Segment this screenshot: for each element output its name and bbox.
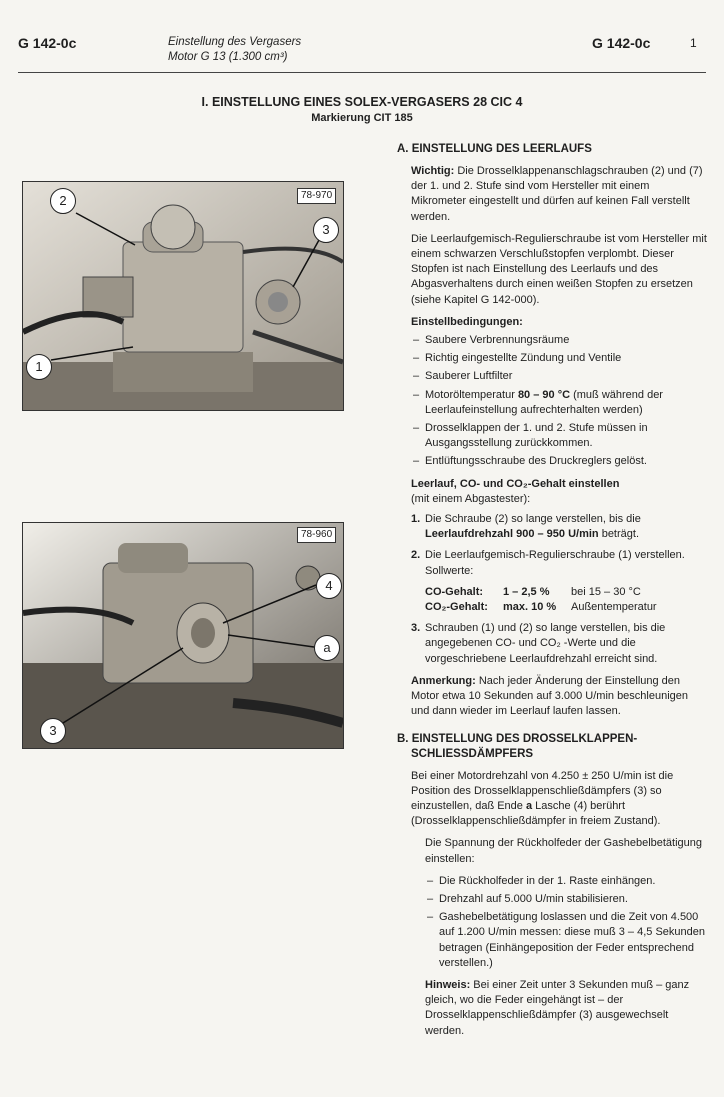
- list-item: – Richtig eingestellte Zündung und Ventile: [411, 351, 707, 366]
- list-item: – Sauberer Luftfilter: [411, 369, 707, 384]
- co2-value: max. 10 %: [503, 601, 557, 614]
- list-item: – Die Rückholfeder in der 1. Raste einhängen.: [425, 874, 707, 889]
- spring-intro: Die Spannung der Rückholfeder der Gashebelbetätigung einstellen:: [425, 837, 703, 865]
- section-a-heading: A. EINSTELLUNG DES LEERLAUFS: [397, 143, 592, 155]
- co-heading: Leerlauf, CO- und CO₂-Gehalt einstellen: [411, 477, 620, 490]
- hinweis-label: Hinweis:: [425, 978, 471, 991]
- figure-label: 78-960: [297, 527, 336, 543]
- header-rule: [18, 72, 706, 73]
- wichtig-label: Wichtig:: [411, 165, 455, 177]
- para1-bold: a: [525, 799, 533, 812]
- co2-label: CO₂-Gehalt:: [425, 601, 488, 614]
- header-subtitle-line1: Einstellung des Vergasers: [168, 36, 302, 48]
- spring-steps: [425, 874, 707, 971]
- step-number: 3.: [411, 622, 421, 635]
- figure-carburetor-top: [22, 181, 344, 411]
- list-item: – Entlüftungsschraube des Druckreglers gelöst.: [411, 454, 707, 469]
- spring-block: [411, 836, 707, 1038]
- co-value: 1 – 2,5 %: [503, 585, 550, 598]
- section-b-body: [397, 769, 707, 1039]
- section-b-heading: [397, 732, 707, 762]
- para1-pre: Bei einer Motordrehzahl von 4.250 ± 250 U/min ist die Position des Drosselklappenschließdämpfers (3) so einzustellen, daß Ende: [411, 769, 674, 812]
- step-1: [411, 512, 707, 542]
- stopper-paragraph: Die Leerlaufgemisch-Regulierschraube ist vom Hersteller mit einem schwarzen Verschlußstopfen verplombt. Dieser Stopfen ist nach Einstellung des Leerlaufs und des Abgasverhaltens durch einen weißen Stopfen zu ersetzen (siehe Kapitel G 142-000).: [411, 232, 707, 306]
- conditions-heading: Einstellbedingungen:: [411, 315, 523, 328]
- callout-3: 3: [40, 718, 66, 744]
- header-code-right: G 142-0c: [592, 35, 651, 51]
- callout-3: 3: [313, 217, 339, 243]
- co-note: (mit einem Abgastester):: [411, 492, 531, 505]
- page-number: 1: [690, 36, 697, 50]
- header-code-left: G 142-0c: [18, 35, 77, 51]
- setpoint-table: [425, 585, 707, 615]
- carburetor-photo-2: [23, 523, 343, 748]
- figure-label: 78-970: [297, 188, 336, 204]
- callout-1: 1: [26, 354, 52, 380]
- hinweis-paragraph: [425, 978, 707, 1039]
- anmerkung-label: Anmerkung:: [411, 674, 476, 687]
- conditions-list: [411, 333, 707, 470]
- section-b-para1: [411, 769, 707, 830]
- callout-4: 4: [316, 573, 342, 599]
- carburetor-photo-1: [23, 182, 343, 410]
- para1-post: Lasche (4) berührt (Drosselklappenschließdämpfer in freiem Zustand).: [411, 799, 661, 828]
- list-item: [411, 388, 707, 418]
- step-2: [411, 548, 707, 615]
- callout-2: 2: [50, 188, 76, 214]
- hinweis-text: Bei einer Zeit unter 3 Sekunden muß – ganz gleich, wo die Feder eingehängt ist – der Drosselklappenschließdämpfer (3) ausgewechselt werden.: [425, 978, 690, 1037]
- list-item: – Gashebelbetätigung loslassen und die Zeit von 4.500 auf 1.200 U/min messen: diese muß 3 – 4,5 Sekunden betragen (Einhängeposition der Feder entsprechend verstellen.): [425, 910, 707, 971]
- wichtig-paragraph: [411, 164, 707, 225]
- step-3-text: Schrauben (1) und (2) so lange verstellen, bis die angegebenen CO- und CO₂ -Werte und die vorgeschriebene Leerlaufdrehzahl erreicht sind.: [425, 622, 666, 665]
- header-subtitle: [168, 35, 301, 65]
- steps-list: [411, 512, 707, 667]
- section-a-body: [397, 164, 707, 720]
- list-item: – Saubere Verbrennungsräume: [411, 333, 707, 348]
- step-number: 1.: [411, 513, 421, 526]
- step-3: [411, 621, 707, 667]
- callout-a: a: [314, 635, 340, 661]
- section-b-heading-line1: B. EINSTELLUNG DES DROSSELKLAPPEN-: [397, 732, 638, 745]
- step-1-rpm: Leerlaufdrehzahl 900 – 950 U/min: [425, 528, 599, 541]
- oil-temp-value: 80 – 90 °C: [517, 388, 571, 401]
- co-label: CO-Gehalt:: [425, 585, 484, 598]
- list-item: – Drosselklappen der 1. und 2. Stufe müssen in Ausgangsstellung zurückkommen.: [411, 421, 707, 451]
- co2-condition: Außentemperatur: [571, 601, 657, 614]
- oil-temp-post: (muß während der Leerlaufeinstellung aufrechterhalten werden): [425, 388, 663, 416]
- list-item: – Drehzahl auf 5.000 U/min stabilisieren.: [425, 892, 707, 907]
- section-b-heading-line2: SCHLIESSDÄMPFERS: [411, 747, 534, 760]
- oil-temp-pre: Motoröltemperatur: [425, 388, 518, 401]
- step-1-text: Die Schraube (2) so lange verstellen, bis die: [425, 513, 641, 526]
- text-column: [397, 142, 707, 1046]
- header-subtitle-line2: Motor G 13 (1.300 cm³): [168, 51, 288, 63]
- co-heading-block: [411, 477, 707, 507]
- co-condition: bei 15 – 30 °C: [571, 585, 641, 598]
- anmerkung-paragraph: [411, 674, 707, 720]
- wichtig-text: Die Drosselklappenanschlagschrauben (2) und (7) der 1. und 2. Stufe sind vom Hersteller mit einem Mikrometer eingestellt und dürfen auf keinen Fall verstellt werden.: [411, 165, 703, 223]
- figure-carburetor-side: [22, 522, 344, 749]
- anmerkung-text: Nach jeder Änderung der Einstellung den Motor etwa 10 Sekunden auf 3.000 U/min beschleunigen und dann wieder im Leerlauf laufen lassen.: [411, 674, 689, 718]
- page-subtitle: Markierung CIT 185: [311, 112, 413, 124]
- page-title: I. EINSTELLUNG EINES SOLEX-VERGASERS 28 CIC 4: [201, 95, 523, 109]
- step-1-post: beträgt.: [598, 528, 639, 541]
- step-number: 2.: [411, 549, 421, 562]
- step-2-text: Die Leerlaufgemisch-Regulierschraube (1) verstellen. Sollwerte:: [425, 549, 685, 577]
